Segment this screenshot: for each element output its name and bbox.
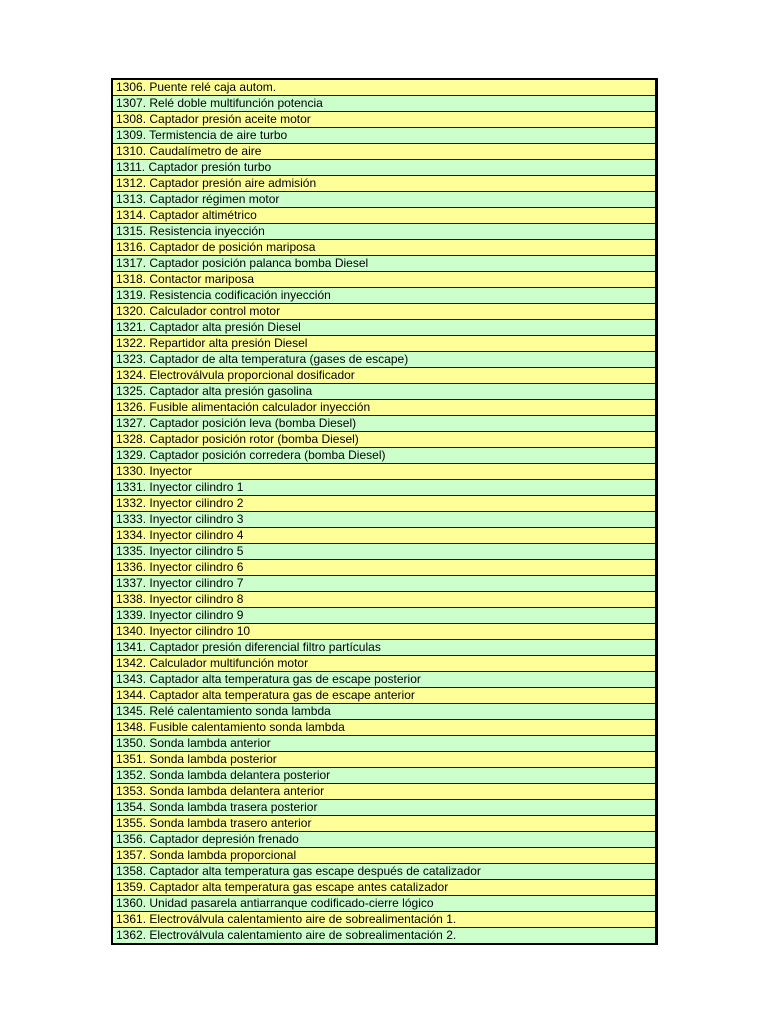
table-row: 1310. Caudalímetro de aire xyxy=(113,144,655,160)
table-row: 1335. Inyector cilindro 5 xyxy=(113,544,655,560)
table-row: 1314. Captador altimétrico xyxy=(113,208,655,224)
table-row: 1317. Captador posición palanca bomba Diesel xyxy=(113,256,655,272)
table-row: 1345. Relé calentamiento sonda lambda xyxy=(113,704,655,720)
table-row: 1340. Inyector cilindro 10 xyxy=(113,624,655,640)
table-row: 1316. Captador de posición mariposa xyxy=(113,240,655,256)
table-row: 1360. Unidad pasarela antiarranque codificado-cierre lógico xyxy=(113,896,655,912)
table-row: 1362. Electroválvula calentamiento aire de sobrealimentación 2. xyxy=(113,928,655,943)
table-row: 1336. Inyector cilindro 6 xyxy=(113,560,655,576)
table-row: 1322. Repartidor alta presión Diesel xyxy=(113,336,655,352)
table-row: 1331. Inyector cilindro 1 xyxy=(113,480,655,496)
table-row: 1341. Captador presión diferencial filtro partículas xyxy=(113,640,655,656)
table-row: 1358. Captador alta temperatura gas escape después de catalizador xyxy=(113,864,655,880)
table-row: 1359. Captador alta temperatura gas escape antes catalizador xyxy=(113,880,655,896)
table-row: 1308. Captador presión aceite motor xyxy=(113,112,655,128)
table-row: 1350. Sonda lambda anterior xyxy=(113,736,655,752)
table-row: 1334. Inyector cilindro 4 xyxy=(113,528,655,544)
table-row: 1357. Sonda lambda proporcional xyxy=(113,848,655,864)
table-row: 1339. Inyector cilindro 9 xyxy=(113,608,655,624)
table-row: 1327. Captador posición leva (bomba Diesel) xyxy=(113,416,655,432)
table-row: 1333. Inyector cilindro 3 xyxy=(113,512,655,528)
table-row: 1351. Sonda lambda posterior xyxy=(113,752,655,768)
table-row: 1343. Captador alta temperatura gas de escape posterior xyxy=(113,672,655,688)
spreadsheet-table xyxy=(111,78,658,945)
table-row: 1361. Electroválvula calentamiento aire de sobrealimentación 1. xyxy=(113,912,655,928)
table-row: 1328. Captador posición rotor (bomba Diesel) xyxy=(113,432,655,448)
table-row: 1315. Resistencia inyección xyxy=(113,224,655,240)
table-row: 1323. Captador de alta temperatura (gases de escape) xyxy=(113,352,655,368)
table-row: 1353. Sonda lambda delantera anterior xyxy=(113,784,655,800)
table-row: 1307. Relé doble multifunción potencia xyxy=(113,96,655,112)
table-row: 1306. Puente relé caja autom. xyxy=(113,80,655,96)
table-row: 1313. Captador régimen motor xyxy=(113,192,655,208)
table-row: 1332. Inyector cilindro 2 xyxy=(113,496,655,512)
table-row: 1338. Inyector cilindro 8 xyxy=(113,592,655,608)
table-row: 1325. Captador alta presión gasolina xyxy=(113,384,655,400)
table-row: 1342. Calculador multifunción motor xyxy=(113,656,655,672)
table-row: 1355. Sonda lambda trasero anterior xyxy=(113,816,655,832)
table-row: 1320. Calculador control motor xyxy=(113,304,655,320)
table-row: 1329. Captador posición corredera (bomba Diesel) xyxy=(113,448,655,464)
table-row: 1321. Captador alta presión Diesel xyxy=(113,320,655,336)
table-row: 1324. Electroválvula proporcional dosificador xyxy=(113,368,655,384)
table-row: 1326. Fusible alimentación calculador inyección xyxy=(113,400,655,416)
table-row: 1311. Captador presión turbo xyxy=(113,160,655,176)
table-row: 1344. Captador alta temperatura gas de escape anterior xyxy=(113,688,655,704)
table-row: 1312. Captador presión aire admisión xyxy=(113,176,655,192)
table-row: 1309. Termistencia de aire turbo xyxy=(113,128,655,144)
table-row: 1356. Captador depresión frenado xyxy=(113,832,655,848)
table-row: 1319. Resistencia codificación inyección xyxy=(113,288,655,304)
table-row: 1318. Contactor mariposa xyxy=(113,272,655,288)
table-row: 1354. Sonda lambda trasera posterior xyxy=(113,800,655,816)
table-row: 1330. Inyector xyxy=(113,464,655,480)
table-row: 1337. Inyector cilindro 7 xyxy=(113,576,655,592)
table-row: 1348. Fusible calentamiento sonda lambda xyxy=(113,720,655,736)
table-row: 1352. Sonda lambda delantera posterior xyxy=(113,768,655,784)
